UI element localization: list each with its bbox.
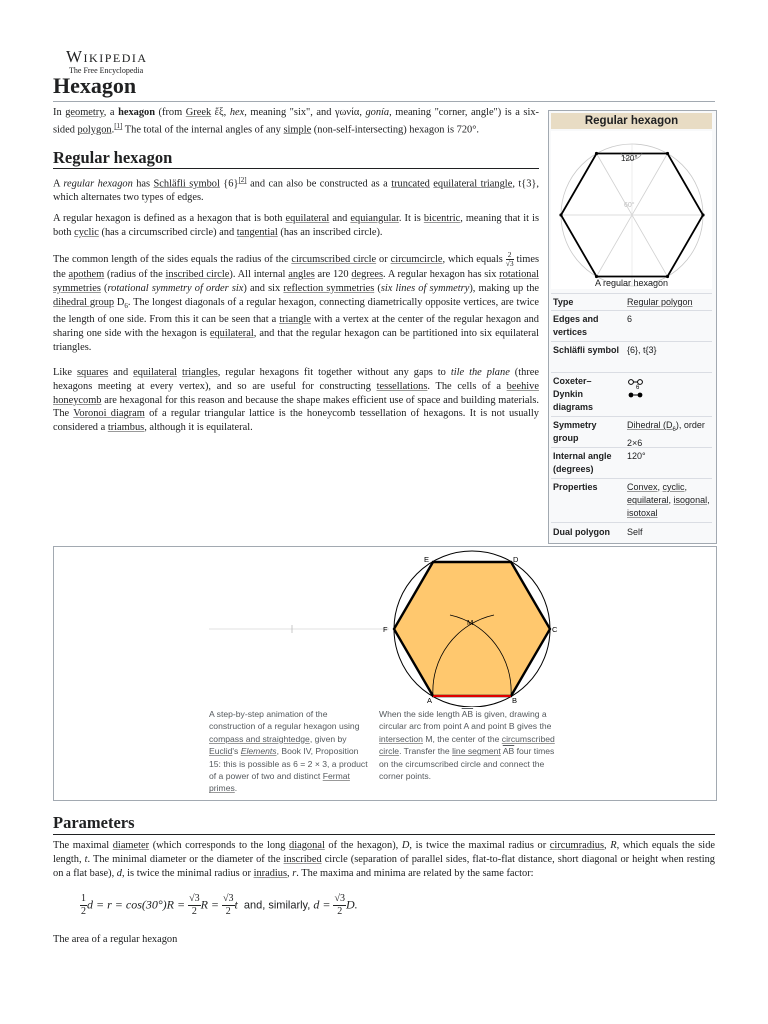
text: , and that the regular hexagon can be partitioned into six equilateral triangles. bbox=[53, 328, 539, 354]
text: The total of the internal angles of any bbox=[122, 124, 284, 136]
link-greek[interactable]: Greek bbox=[185, 107, 212, 118]
label-e: E bbox=[424, 555, 430, 564]
link-diameter[interactable]: diameter bbox=[112, 840, 150, 851]
text: ). All internal bbox=[229, 269, 289, 280]
link-truncated[interactable]: truncated bbox=[391, 178, 430, 190]
paragraph-tiling bbox=[53, 366, 539, 435]
section-heading-parameters: Parameters bbox=[53, 813, 135, 832]
link-compass-straightedge[interactable]: compass and straightedge bbox=[209, 733, 310, 744]
formula-text: and, similarly, bbox=[243, 899, 314, 912]
link-geometry[interactable]: geometry bbox=[65, 107, 104, 118]
construction-figure bbox=[53, 546, 717, 801]
text: In bbox=[53, 107, 66, 118]
paragraph-area: The area of a regular hexagon bbox=[53, 934, 178, 945]
text: = 2 × 3, a product of a power of two and distinct bbox=[209, 758, 368, 782]
fraction-denominator: √3 bbox=[505, 259, 514, 268]
italic-var: t bbox=[84, 853, 88, 865]
paragraph-parameters bbox=[53, 839, 715, 880]
figure-caption-animation bbox=[209, 708, 371, 795]
row-value bbox=[627, 419, 712, 450]
svg-text:6: 6 bbox=[636, 385, 640, 391]
formula-text: t bbox=[234, 897, 238, 912]
row-value-link[interactable]: Regular polygon bbox=[627, 297, 693, 307]
vertex-dot bbox=[595, 152, 598, 155]
link-equiangular[interactable]: equiangular bbox=[350, 213, 399, 224]
link-beehive-honeycomb[interactable]: beehive honeycomb bbox=[53, 380, 539, 406]
heading-divider bbox=[53, 834, 715, 835]
text: , t{3}, which alternates two types of edges. bbox=[53, 178, 539, 204]
text: circle (separation of parallel sides, flat-to-flat distance, short diagonal or height when resting on a flat base), bbox=[53, 853, 715, 879]
link-cyclic[interactable]: cyclic bbox=[662, 482, 685, 492]
text: are 120 bbox=[314, 269, 352, 280]
text: The common length of the sides equals the radius of the bbox=[53, 253, 292, 265]
italic-text: regular hexagon bbox=[63, 178, 133, 190]
figure-caption-construction bbox=[379, 708, 564, 782]
link-reflection-symmetries[interactable]: reflection symmetries bbox=[283, 282, 375, 294]
link-polygon[interactable]: polygon bbox=[77, 124, 112, 136]
link-equilateral[interactable]: equilateral bbox=[627, 495, 669, 505]
text: ( bbox=[374, 282, 381, 294]
section-heading-regular-hexagon: Regular hexagon bbox=[53, 148, 173, 167]
numerator: √3 bbox=[223, 893, 234, 904]
link-triambus[interactable]: triambus bbox=[107, 422, 145, 434]
row-key: Edges and vertices bbox=[553, 314, 599, 337]
italic-gonia: gonía bbox=[365, 107, 390, 118]
text: . The cells of a bbox=[427, 380, 507, 392]
italic-text: six lines of symmetry bbox=[380, 282, 470, 294]
heading-divider bbox=[53, 168, 539, 169]
text: , meaning "six", and γωνία, bbox=[244, 107, 366, 118]
reference-2[interactable]: [2] bbox=[238, 176, 247, 184]
text: The maximal bbox=[53, 840, 113, 851]
label-a: A bbox=[427, 696, 433, 705]
text: . A regular hexagon has six bbox=[383, 269, 500, 280]
text: , a bbox=[103, 107, 119, 118]
link-squares[interactable]: squares bbox=[77, 367, 109, 378]
denominator: 2 bbox=[337, 906, 343, 917]
formula-text: d = r = cos(30°)R = bbox=[87, 897, 189, 912]
text: Like bbox=[53, 367, 78, 378]
text: 's bbox=[232, 746, 241, 757]
row-value: 6 bbox=[627, 314, 633, 324]
fraction-2-over-root3 bbox=[506, 251, 514, 268]
link-inradius[interactable]: inradius bbox=[253, 867, 288, 879]
text: D bbox=[114, 296, 125, 308]
link-equilateral[interactable]: equilateral bbox=[285, 213, 330, 224]
text: is given, drawing a circular arc from point A and point B gives the bbox=[379, 709, 552, 732]
infobox-row-internal-angle bbox=[551, 447, 712, 479]
label-m: M bbox=[467, 618, 474, 627]
text: , is twice the minimal radius or bbox=[121, 867, 254, 879]
denominator: 2 bbox=[81, 906, 86, 917]
link-simple[interactable]: simple bbox=[283, 124, 312, 136]
text: . The longest diagonals of a regular hexagon, connecting diametrically opposite vertices, are twice the length of one side. From this it can be seen that a bbox=[53, 296, 539, 326]
bold-hexagon: hexagon bbox=[118, 107, 156, 118]
angle-120-label: 120° bbox=[621, 154, 638, 163]
text: A bbox=[53, 178, 64, 190]
label-d: D bbox=[513, 555, 519, 564]
segment-ab: $\overline{AB}$ bbox=[502, 746, 515, 757]
text: and bbox=[108, 367, 134, 378]
link-tangential[interactable]: tangential bbox=[236, 226, 278, 238]
page-title: Hexagon bbox=[53, 73, 137, 98]
infobox-row-symmetry bbox=[551, 416, 712, 448]
row-key: Type bbox=[553, 297, 574, 307]
text: , is twice the maximal radius or bbox=[409, 840, 550, 851]
link-dihedral-group[interactable]: dihedral group bbox=[53, 296, 115, 308]
link-equilateral-triangle[interactable]: equilateral triangle bbox=[433, 178, 513, 190]
text: (which corresponds to the long bbox=[149, 840, 290, 851]
coxeter-diagram bbox=[627, 376, 712, 406]
formula-diameters bbox=[80, 893, 358, 918]
link-degrees[interactable]: degrees bbox=[351, 269, 384, 280]
subscript: 6 bbox=[672, 426, 676, 433]
text: four times on the circumscribed circle and connect the corner points. bbox=[379, 746, 555, 782]
text: M, the center of the bbox=[422, 733, 502, 744]
infobox-title: Regular hexagon bbox=[551, 113, 712, 129]
segment-ab: $\overline{AB}$ bbox=[461, 709, 474, 719]
link-voronoi-diagram[interactable]: Voronoi diagram bbox=[73, 408, 145, 420]
text: (has an inscribed circle). bbox=[277, 226, 383, 238]
link-diagonal[interactable]: diagonal bbox=[289, 840, 325, 851]
row-value: Convex, cyclic, equilateral, isogonal, isotoxal bbox=[627, 482, 710, 518]
text: (three hexagons meeting at every vertex), and so are useful for constructing bbox=[53, 367, 540, 392]
text: ), making up the bbox=[469, 282, 540, 294]
text: , which equals bbox=[442, 253, 506, 265]
italic-var: d bbox=[116, 867, 122, 879]
infobox-row-properties bbox=[551, 478, 712, 523]
link-schlafli-symbol[interactable]: Schläfli symbol bbox=[153, 178, 220, 190]
numerator: 1 bbox=[81, 893, 86, 904]
text: , bbox=[287, 867, 293, 879]
text: and can also be constructed as a bbox=[246, 178, 392, 190]
fraction bbox=[80, 893, 87, 918]
infobox-row-schlafli bbox=[551, 341, 712, 373]
label-b: B bbox=[512, 696, 518, 705]
paragraph-properties bbox=[53, 251, 539, 355]
link-circumcircle[interactable]: circumcircle bbox=[390, 253, 443, 265]
vertex-dot bbox=[666, 152, 669, 155]
link-euclid[interactable]: Euclid bbox=[209, 746, 233, 757]
italic-text: rotational symmetry of order six bbox=[107, 282, 244, 294]
text: (non-self-intersecting) hexagon is 720°. bbox=[311, 124, 479, 136]
vertex-dot bbox=[559, 213, 562, 216]
formula-text: R = bbox=[200, 897, 223, 912]
text: (radius of the bbox=[104, 269, 166, 280]
row-value: Self bbox=[627, 527, 643, 537]
text: . bbox=[111, 124, 115, 136]
paragraph-definition bbox=[53, 212, 539, 240]
text: ἕξ, bbox=[211, 107, 230, 118]
text: . The maxima and minima are related by the same factor: bbox=[296, 867, 534, 879]
angle-60-label: 60° bbox=[624, 202, 635, 209]
row-key[interactable]: Schläfli symbol bbox=[553, 345, 620, 355]
text: times the bbox=[53, 253, 539, 280]
row-key[interactable]: Dual polygon bbox=[553, 527, 610, 537]
numerator: √3 bbox=[189, 893, 200, 904]
link-circumscribed-circle[interactable]: circumscribed circle bbox=[379, 733, 555, 757]
italic-var: R bbox=[610, 840, 617, 851]
link-tessellations[interactable]: tessellations bbox=[376, 380, 428, 392]
italic-var: r bbox=[292, 867, 297, 879]
text: . The minimal diameter or the diameter of the bbox=[87, 853, 284, 865]
hexagon-filled bbox=[394, 562, 550, 696]
text: of a regular triangular lattice is the honeycomb tessellation of hexagons. It is not usually considered a bbox=[53, 408, 539, 434]
infobox-image[interactable] bbox=[551, 131, 712, 289]
text: , meaning "corner, angle") is a six-sided bbox=[53, 107, 539, 136]
link-inscribed[interactable]: inscribed bbox=[283, 853, 322, 865]
text: , bbox=[604, 840, 611, 851]
intro-paragraph bbox=[53, 106, 539, 137]
text: . Transfer the bbox=[399, 746, 453, 757]
denominator: 2 bbox=[225, 906, 231, 917]
link-dihedral[interactable]: Dihedral (D bbox=[627, 420, 673, 430]
subscript: 6 bbox=[124, 301, 128, 310]
text: (from bbox=[155, 107, 186, 118]
infobox-row-dual bbox=[551, 522, 712, 542]
tagline: The Free Encyclopedia bbox=[69, 66, 144, 75]
link-isogonal[interactable]: isogonal bbox=[673, 495, 708, 505]
link-angles[interactable]: angles bbox=[288, 269, 315, 280]
text: . bbox=[234, 783, 238, 794]
link-equilateral-3[interactable]: equilateral bbox=[133, 367, 177, 378]
numerator: √3 bbox=[334, 893, 345, 904]
label-c: C bbox=[552, 625, 558, 634]
text: , meaning that it is both bbox=[53, 213, 540, 238]
row-key[interactable]: Internal angle (degrees) bbox=[553, 451, 612, 474]
text: and bbox=[329, 213, 351, 224]
link-inscribed-circle[interactable]: inscribed circle bbox=[165, 269, 230, 280]
text: . It is bbox=[398, 213, 424, 224]
text: A regular hexagon is defined as a hexagon that is both bbox=[53, 213, 286, 224]
link-triangle[interactable]: triangle bbox=[279, 314, 311, 326]
text: When the side length bbox=[379, 709, 462, 719]
fraction bbox=[222, 893, 235, 918]
link-circumscribed-circle[interactable]: circumscribed circle bbox=[291, 253, 377, 265]
text: (has a circumscribed circle) and bbox=[98, 226, 237, 238]
text: ) and six bbox=[243, 282, 284, 294]
denominator: 2 bbox=[191, 906, 197, 917]
text: A step-by-step animation of the construction of a regular hexagon using bbox=[209, 709, 360, 732]
formula-text: d = bbox=[313, 897, 334, 912]
text: ( bbox=[100, 282, 108, 294]
wordmark: Wikipedia bbox=[66, 47, 148, 66]
row-value: 120° bbox=[627, 451, 646, 461]
regular-hexagon-image bbox=[551, 131, 712, 289]
link-circumradius[interactable]: circumradius bbox=[549, 840, 605, 851]
italic-var: D bbox=[401, 840, 410, 851]
link-cyclic[interactable]: cyclic bbox=[74, 226, 99, 238]
text: of the hexagon), bbox=[324, 840, 402, 851]
link-triangles[interactable]: triangles bbox=[181, 367, 218, 378]
coxeter-dynkin-icon bbox=[627, 376, 651, 402]
row-key[interactable]: Coxeter–Dynkin diagrams bbox=[553, 376, 594, 412]
text: are hexagonal for this reason and because the shape makes efficient use of space and building materials. The bbox=[53, 394, 539, 420]
formula-text: D. bbox=[345, 897, 358, 912]
text: , Book IV, Proposition 15: this is possible as 6 bbox=[209, 746, 359, 769]
wikipedia-logo[interactable] bbox=[66, 47, 148, 75]
text: , although it is equilateral. bbox=[144, 422, 253, 434]
infobox-row-edges bbox=[551, 310, 712, 342]
text: with a vertex at the center of the regular hexagon and sharing one side with the hexagon is bbox=[53, 314, 539, 340]
link-fermat-primes[interactable]: Fermat primes bbox=[209, 771, 350, 794]
infobox bbox=[548, 110, 717, 544]
link-apothem[interactable]: apothem bbox=[68, 269, 105, 280]
link-convex[interactable]: Convex bbox=[627, 482, 658, 492]
reference-1[interactable]: [1] bbox=[114, 121, 123, 130]
row-key[interactable]: Symmetry group bbox=[553, 420, 597, 443]
vertex-dot bbox=[701, 213, 704, 216]
hexagon-construction-image[interactable] bbox=[54, 547, 716, 707]
fraction bbox=[188, 893, 201, 918]
link-bicentric[interactable]: bicentric bbox=[423, 213, 461, 224]
link-elements[interactable]: Elements bbox=[240, 746, 277, 757]
link-line-segment[interactable]: line segment bbox=[452, 746, 501, 757]
text: , regular hexagons fit together without any gaps to bbox=[217, 367, 451, 378]
paragraph-schlafli bbox=[53, 174, 539, 205]
infobox-caption: A regular hexagon bbox=[594, 278, 669, 288]
link-equilateral-2[interactable]: equilateral bbox=[209, 328, 254, 340]
infobox-row-coxeter bbox=[551, 372, 712, 417]
title-divider bbox=[53, 101, 715, 102]
text: , which equals the side length, bbox=[53, 840, 716, 865]
row-value: {6}, t{3} bbox=[627, 345, 657, 355]
link-intersection[interactable]: intersection bbox=[379, 733, 423, 744]
infobox-row-type bbox=[551, 293, 712, 311]
label-f: F bbox=[383, 625, 388, 634]
text: has bbox=[132, 178, 154, 190]
fraction bbox=[333, 893, 346, 918]
text: , given by bbox=[309, 733, 347, 744]
italic-hex: hex bbox=[229, 107, 245, 118]
text: or bbox=[376, 253, 391, 265]
link-rotational-symmetries[interactable]: rotational symmetries bbox=[53, 269, 539, 294]
italic-text: tile the plane bbox=[450, 367, 510, 378]
fraction-numerator: 2 bbox=[506, 251, 514, 260]
text: ), order 2×6 bbox=[627, 420, 705, 448]
link-isotoxal[interactable]: isotoxal bbox=[627, 508, 658, 518]
row-key: Properties bbox=[553, 482, 598, 492]
text: {6} bbox=[219, 178, 239, 190]
